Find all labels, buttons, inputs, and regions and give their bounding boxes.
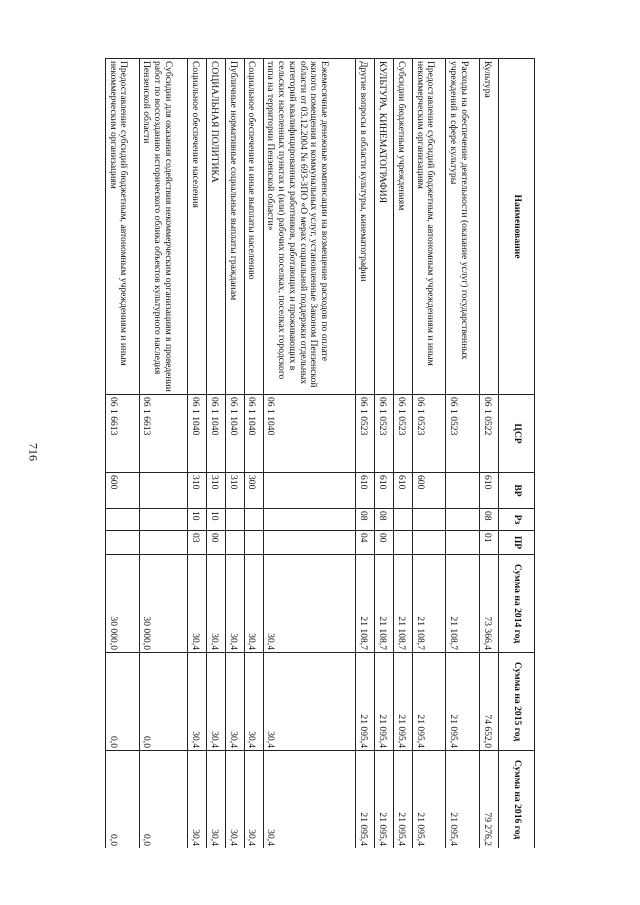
header-sum-2015: Сумма на 2015 год bbox=[499, 653, 535, 751]
cell-rz: 08 bbox=[480, 509, 499, 531]
cell-sum-2015: 21 095,4 bbox=[446, 653, 480, 751]
cell-pr: 03 bbox=[188, 531, 207, 555]
cell-rz bbox=[412, 509, 446, 531]
table-row bbox=[480, 59, 499, 849]
cell-name: Ежемесячные денежные компенсации на возмещение расходов по оплате жилого помещения и коммунальных услуг, установленные Законом Пензенской области от 03.12.2004 № 693-ЗПО «О мерах социальной поддержки отдельных категорий квалифицированных работников, работающих и проживающих в сельских населенных пунктах и (или) рабочих поселках, поселках городского типа на территории Пензенской области» bbox=[263, 59, 356, 395]
table-row bbox=[375, 59, 394, 849]
cell-pr: 04 bbox=[356, 531, 375, 555]
header-name: Наименование bbox=[499, 59, 535, 395]
cell-vr: 600 bbox=[106, 473, 140, 509]
cell-pr: 01 bbox=[480, 531, 499, 555]
cell-sum-2015: 30,4 bbox=[188, 653, 207, 751]
cell-sum-2014: 30 000,0 bbox=[106, 555, 140, 653]
header-sum-2016: Сумма на 2016 год bbox=[499, 751, 535, 849]
cell-pr bbox=[412, 531, 446, 555]
cell-pr: 00 bbox=[206, 531, 225, 555]
cell-csr: 06 1 0522 bbox=[480, 395, 499, 473]
cell-sum-2014: 30,4 bbox=[225, 555, 244, 653]
cell-sum-2014: 30,4 bbox=[188, 555, 207, 653]
cell-vr: 610 bbox=[375, 473, 394, 509]
cell-rz bbox=[244, 509, 263, 531]
cell-sum-2014: 21 108,7 bbox=[394, 555, 413, 653]
cell-rz: 10 bbox=[206, 509, 225, 531]
table-row bbox=[139, 59, 187, 849]
cell-name: Предоставление субсидий бюджетным, автономным учреждениям и иным некоммерческим организациям bbox=[106, 59, 140, 395]
cell-vr bbox=[139, 473, 187, 509]
cell-sum-2015: 21 095,4 bbox=[412, 653, 446, 751]
cell-vr: 610 bbox=[394, 473, 413, 509]
cell-sum-2016: 30,4 bbox=[244, 751, 263, 849]
header-rz: Рз bbox=[499, 509, 535, 531]
cell-name: Социальное обеспечение населения bbox=[188, 59, 207, 395]
cell-name: Культура bbox=[480, 59, 499, 395]
cell-pr bbox=[106, 531, 140, 555]
table-row bbox=[356, 59, 375, 849]
cell-name: Субсидии бюджетным учреждениям bbox=[394, 59, 413, 395]
cell-vr: 610 bbox=[480, 473, 499, 509]
cell-pr: 00 bbox=[375, 531, 394, 555]
header-pr: ПР bbox=[499, 531, 535, 555]
cell-csr: 06 1 0523 bbox=[375, 395, 394, 473]
cell-csr: 06 1 1040 bbox=[206, 395, 225, 473]
cell-vr bbox=[263, 473, 356, 509]
cell-sum-2014: 30 000,0 bbox=[139, 555, 187, 653]
table-row bbox=[106, 59, 140, 849]
table-row bbox=[412, 59, 446, 849]
cell-sum-2015: 30,4 bbox=[244, 653, 263, 751]
cell-sum-2015: 30,4 bbox=[206, 653, 225, 751]
header-csr: ЦСР bbox=[499, 395, 535, 473]
cell-name: Расходы на обеспечение деятельности (оказание услуг) государственных учреждений в сфере культуры bbox=[446, 59, 480, 395]
cell-sum-2015: 0,0 bbox=[106, 653, 140, 751]
cell-sum-2016: 79 276,2 bbox=[480, 751, 499, 849]
cell-rz bbox=[446, 509, 480, 531]
table-body bbox=[106, 59, 499, 849]
cell-csr: 06 1 0523 bbox=[446, 395, 480, 473]
cell-pr bbox=[244, 531, 263, 555]
cell-sum-2015: 74 652,0 bbox=[480, 653, 499, 751]
cell-csr: 06 1 0523 bbox=[394, 395, 413, 473]
cell-sum-2015: 21 095,4 bbox=[356, 653, 375, 751]
cell-name: Социальное обеспечение и иные выплаты населению bbox=[244, 59, 263, 395]
cell-vr: 310 bbox=[188, 473, 207, 509]
cell-vr: 610 bbox=[356, 473, 375, 509]
cell-sum-2015: 0,0 bbox=[139, 653, 187, 751]
cell-csr: 06 1 0523 bbox=[412, 395, 446, 473]
cell-vr: 300 bbox=[244, 473, 263, 509]
cell-vr: 310 bbox=[225, 473, 244, 509]
budget-table bbox=[105, 58, 535, 848]
cell-sum-2016: 21 095,4 bbox=[446, 751, 480, 849]
cell-pr bbox=[446, 531, 480, 555]
cell-csr: 06 1 6613 bbox=[106, 395, 140, 473]
page-number: 716 bbox=[26, 443, 41, 461]
cell-name: СОЦИАЛЬНАЯ ПОЛИТИКА bbox=[206, 59, 225, 395]
cell-rz bbox=[263, 509, 356, 531]
cell-csr: 06 1 1040 bbox=[188, 395, 207, 473]
cell-sum-2016: 30,4 bbox=[263, 751, 356, 849]
header-vr: ВР bbox=[499, 473, 535, 509]
cell-sum-2016: 30,4 bbox=[225, 751, 244, 849]
cell-name: Другие вопросы в области культуры, кинематографии bbox=[356, 59, 375, 395]
cell-name: КУЛЬТУРА, КИНЕМАТОГРАФИЯ bbox=[375, 59, 394, 395]
cell-name: Субсидии для оказания содействия некоммерческим организациям в проведении работ по воссозданию исторического облика объектов культурного наследия Пензенской области bbox=[139, 59, 187, 395]
table-row bbox=[206, 59, 225, 849]
cell-pr bbox=[225, 531, 244, 555]
cell-sum-2016: 21 095,4 bbox=[356, 751, 375, 849]
cell-vr bbox=[446, 473, 480, 509]
cell-sum-2015: 21 095,4 bbox=[394, 653, 413, 751]
cell-sum-2014: 21 108,7 bbox=[446, 555, 480, 653]
cell-rz bbox=[139, 509, 187, 531]
cell-sum-2015: 30,4 bbox=[263, 653, 356, 751]
table-header-row bbox=[499, 59, 535, 849]
cell-sum-2016: 0,0 bbox=[139, 751, 187, 849]
cell-name: Предоставление субсидий бюджетным, автономным учреждениям и иным некоммерческим организациям bbox=[412, 59, 446, 395]
cell-sum-2014: 30,4 bbox=[263, 555, 356, 653]
cell-csr: 06 1 1040 bbox=[244, 395, 263, 473]
cell-rz bbox=[225, 509, 244, 531]
cell-sum-2016: 0,0 bbox=[106, 751, 140, 849]
cell-sum-2016: 30,4 bbox=[188, 751, 207, 849]
cell-csr: 06 1 1040 bbox=[225, 395, 244, 473]
table-row bbox=[394, 59, 413, 849]
cell-sum-2016: 21 095,4 bbox=[394, 751, 413, 849]
budget-table-area bbox=[105, 58, 535, 848]
cell-vr: 310 bbox=[206, 473, 225, 509]
cell-pr bbox=[263, 531, 356, 555]
cell-csr: 06 1 6613 bbox=[139, 395, 187, 473]
cell-sum-2015: 21 095,4 bbox=[375, 653, 394, 751]
cell-vr: 600 bbox=[412, 473, 446, 509]
cell-sum-2014: 21 108,7 bbox=[375, 555, 394, 653]
table-row bbox=[188, 59, 207, 849]
cell-pr bbox=[139, 531, 187, 555]
cell-rz bbox=[394, 509, 413, 531]
cell-sum-2014: 30,4 bbox=[206, 555, 225, 653]
cell-sum-2014: 21 108,7 bbox=[412, 555, 446, 653]
cell-rz: 10 bbox=[188, 509, 207, 531]
table-row bbox=[263, 59, 356, 849]
cell-sum-2015: 30,4 bbox=[225, 653, 244, 751]
table-row bbox=[244, 59, 263, 849]
cell-sum-2014: 30,4 bbox=[244, 555, 263, 653]
table-row bbox=[225, 59, 244, 849]
cell-name: Публичные нормативные социальные выплаты гражданам bbox=[225, 59, 244, 395]
cell-rz: 08 bbox=[356, 509, 375, 531]
cell-sum-2014: 73 366,4 bbox=[480, 555, 499, 653]
cell-pr bbox=[394, 531, 413, 555]
cell-sum-2016: 21 095,4 bbox=[412, 751, 446, 849]
cell-csr: 06 1 1040 bbox=[263, 395, 356, 473]
cell-sum-2014: 21 108,7 bbox=[356, 555, 375, 653]
cell-sum-2016: 30,4 bbox=[206, 751, 225, 849]
header-sum-2014: Сумма на 2014 год bbox=[499, 555, 535, 653]
cell-csr: 06 1 0523 bbox=[356, 395, 375, 473]
cell-rz: 08 bbox=[375, 509, 394, 531]
cell-sum-2016: 21 095,4 bbox=[375, 751, 394, 849]
cell-rz bbox=[106, 509, 140, 531]
table-row bbox=[446, 59, 480, 849]
